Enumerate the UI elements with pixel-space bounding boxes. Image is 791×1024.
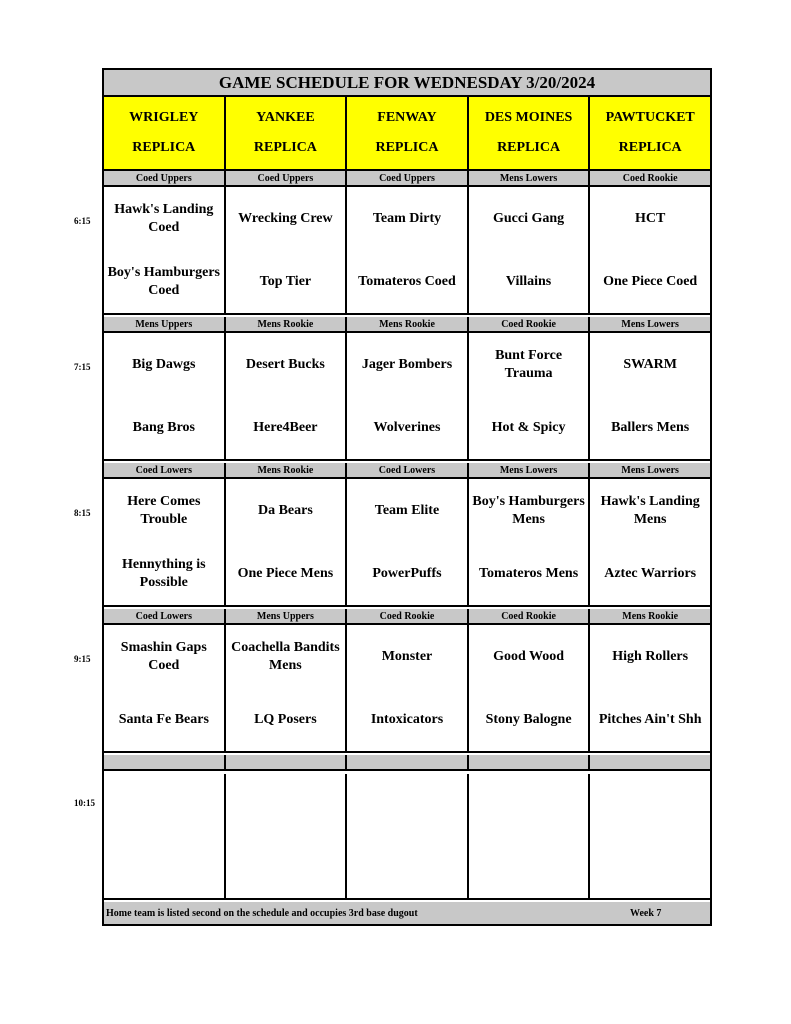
game-cell [104, 479, 226, 605]
field-name: PAWTUCKET [605, 110, 695, 125]
game-cell [590, 333, 710, 459]
division-row [104, 609, 710, 625]
away-team: High Rollers [612, 648, 689, 664]
home-team: One Piece Mens [237, 565, 334, 581]
home-team: Here4Beer [253, 419, 318, 435]
away-team: Hawk's Landing Coed [114, 201, 214, 235]
game-cell [226, 479, 348, 605]
field-header [469, 97, 591, 169]
empty-game-cell [347, 774, 469, 898]
home-team: Aztec Warriors [604, 565, 697, 581]
home-team: Intoxicators [370, 711, 444, 727]
division-label: Coed Rookie [469, 317, 591, 331]
game-cell [104, 625, 226, 751]
home-team: Wolverines [373, 419, 441, 435]
division-label: Coed Lowers [104, 609, 226, 623]
schedule-footer [104, 902, 710, 924]
game-cell [469, 625, 591, 751]
empty-division-cell [469, 755, 591, 769]
empty-division-cell [104, 755, 226, 769]
empty-game-cell [104, 774, 226, 898]
away-team: Da Bears [257, 502, 313, 518]
division-label: Mens Lowers [469, 171, 591, 185]
field-suffix: REPLICA [132, 140, 196, 155]
game-cell [469, 333, 591, 459]
division-label: Mens Lowers [621, 318, 679, 330]
away-team: Good Wood [493, 648, 565, 664]
division-label: Coed Rookie [347, 609, 469, 623]
division-label: Coed Uppers [226, 171, 348, 185]
time-label: 7:15 [74, 362, 91, 372]
time-label: 10:15 [74, 798, 95, 808]
empty-time-slot-block [104, 755, 710, 900]
field-header [347, 97, 469, 169]
away-team: Gucci Gang [492, 210, 565, 226]
field-header [590, 97, 710, 169]
home-team: Top Tier [259, 273, 312, 289]
away-team: Boy's Hamburgers Mens [472, 493, 585, 527]
game-cell [590, 625, 710, 751]
empty-game-cell [226, 774, 348, 898]
division-label: Coed Lowers [104, 463, 226, 477]
home-team-note: Home team is listed second on the schedule and occupies 3rd base dugout [106, 907, 418, 919]
away-team: Jager Bombers [361, 356, 453, 372]
game-cell [469, 479, 591, 605]
away-team: Big Dawgs [132, 356, 196, 372]
game-cell [226, 333, 348, 459]
home-team: PowerPuffs [372, 565, 442, 581]
games-row [104, 625, 710, 753]
away-team: Bunt Force Trauma [495, 347, 563, 381]
division-label: Coed Lowers [347, 463, 469, 477]
division-label: Mens Rookie [226, 463, 348, 477]
game-cell [590, 187, 710, 313]
schedule-title: GAME SCHEDULE FOR WEDNESDAY 3/20/2024 [104, 70, 710, 97]
game-cell [347, 187, 469, 313]
away-team: Smashin Gaps Coed [120, 639, 207, 673]
division-label: Mens Rookie [226, 317, 348, 331]
home-team: Bang Bros [132, 419, 195, 435]
away-team: Team Elite [374, 502, 440, 518]
home-team: Tomateros Coed [358, 273, 456, 289]
game-cell [590, 479, 710, 605]
schedule-sheet [102, 68, 712, 926]
field-name: WRIGLEY [129, 110, 199, 125]
field-header [226, 97, 348, 169]
division-row [104, 463, 710, 479]
away-team: Desert Bucks [245, 356, 325, 372]
division-row [104, 171, 710, 187]
game-cell [347, 333, 469, 459]
empty-division-cell [347, 755, 469, 769]
empty-game-cell [469, 774, 591, 898]
game-cell [469, 187, 591, 313]
game-cell [226, 187, 348, 313]
division-label: Mens Rookie [347, 317, 469, 331]
field-header [104, 97, 226, 169]
time-label: 6:15 [74, 216, 91, 226]
away-team: Monster [381, 648, 433, 664]
field-suffix: REPLICA [375, 140, 439, 155]
home-team: Hennything is Possible [121, 556, 206, 590]
division-label: Coed Rookie [622, 172, 678, 184]
home-team: Ballers Mens [611, 419, 690, 435]
field-suffix: REPLICA [497, 140, 561, 155]
empty-games-row [104, 774, 710, 900]
empty-division-row [104, 755, 710, 771]
home-team: Villains [505, 273, 552, 289]
week-label: Week 7 [630, 907, 662, 919]
field-header-row [104, 97, 710, 171]
division-label: Mens Lowers [469, 463, 591, 477]
home-team: Stony Balogne [485, 711, 572, 727]
empty-division-cell [590, 755, 710, 769]
division-label: Mens Uppers [226, 609, 348, 623]
away-team: Coachella Bandits Mens [231, 639, 340, 673]
division-label: Coed Rookie [469, 609, 591, 623]
time-slot-block [104, 609, 710, 753]
division-row [104, 317, 710, 333]
game-cell [104, 187, 226, 313]
game-cell [347, 479, 469, 605]
division-label: Coed Uppers [347, 171, 469, 185]
division-label: Mens Lowers [621, 464, 679, 476]
empty-game-cell [590, 774, 710, 898]
field-name: DES MOINES [484, 110, 573, 125]
home-team: Pitches Ain't Shh [598, 711, 702, 727]
away-team: HCT [635, 210, 666, 226]
games-row [104, 187, 710, 315]
home-team: Santa Fe Bears [118, 711, 209, 727]
away-team: Here Comes Trouble [127, 493, 201, 527]
home-team: Boy's Hamburgers Coed [107, 264, 220, 298]
home-team: LQ Posers [254, 711, 317, 727]
time-slot-block [104, 171, 710, 315]
time-slot-block [104, 463, 710, 607]
game-cell [104, 333, 226, 459]
home-team: One Piece Coed [603, 273, 698, 289]
empty-division-cell [226, 755, 348, 769]
time-slot-block [104, 317, 710, 461]
away-team: Team Dirty [372, 210, 442, 226]
time-label: 9:15 [74, 654, 91, 664]
games-row [104, 479, 710, 607]
field-suffix: REPLICA [618, 140, 682, 155]
games-row [104, 333, 710, 461]
division-label: Mens Rookie [622, 610, 679, 622]
time-label: 8:15 [74, 508, 91, 518]
field-name: YANKEE [256, 110, 315, 125]
division-label: Coed Uppers [104, 171, 226, 185]
away-team: SWARM [623, 356, 677, 372]
away-team: Wrecking Crew [238, 210, 333, 226]
home-team: Hot & Spicy [491, 419, 566, 435]
field-suffix: REPLICA [253, 140, 317, 155]
division-label: Mens Uppers [104, 317, 226, 331]
field-name: FENWAY [377, 110, 437, 125]
home-team: Tomateros Mens [478, 565, 579, 581]
game-cell [347, 625, 469, 751]
away-team: Hawk's Landing Mens [600, 493, 700, 527]
game-cell [226, 625, 348, 751]
